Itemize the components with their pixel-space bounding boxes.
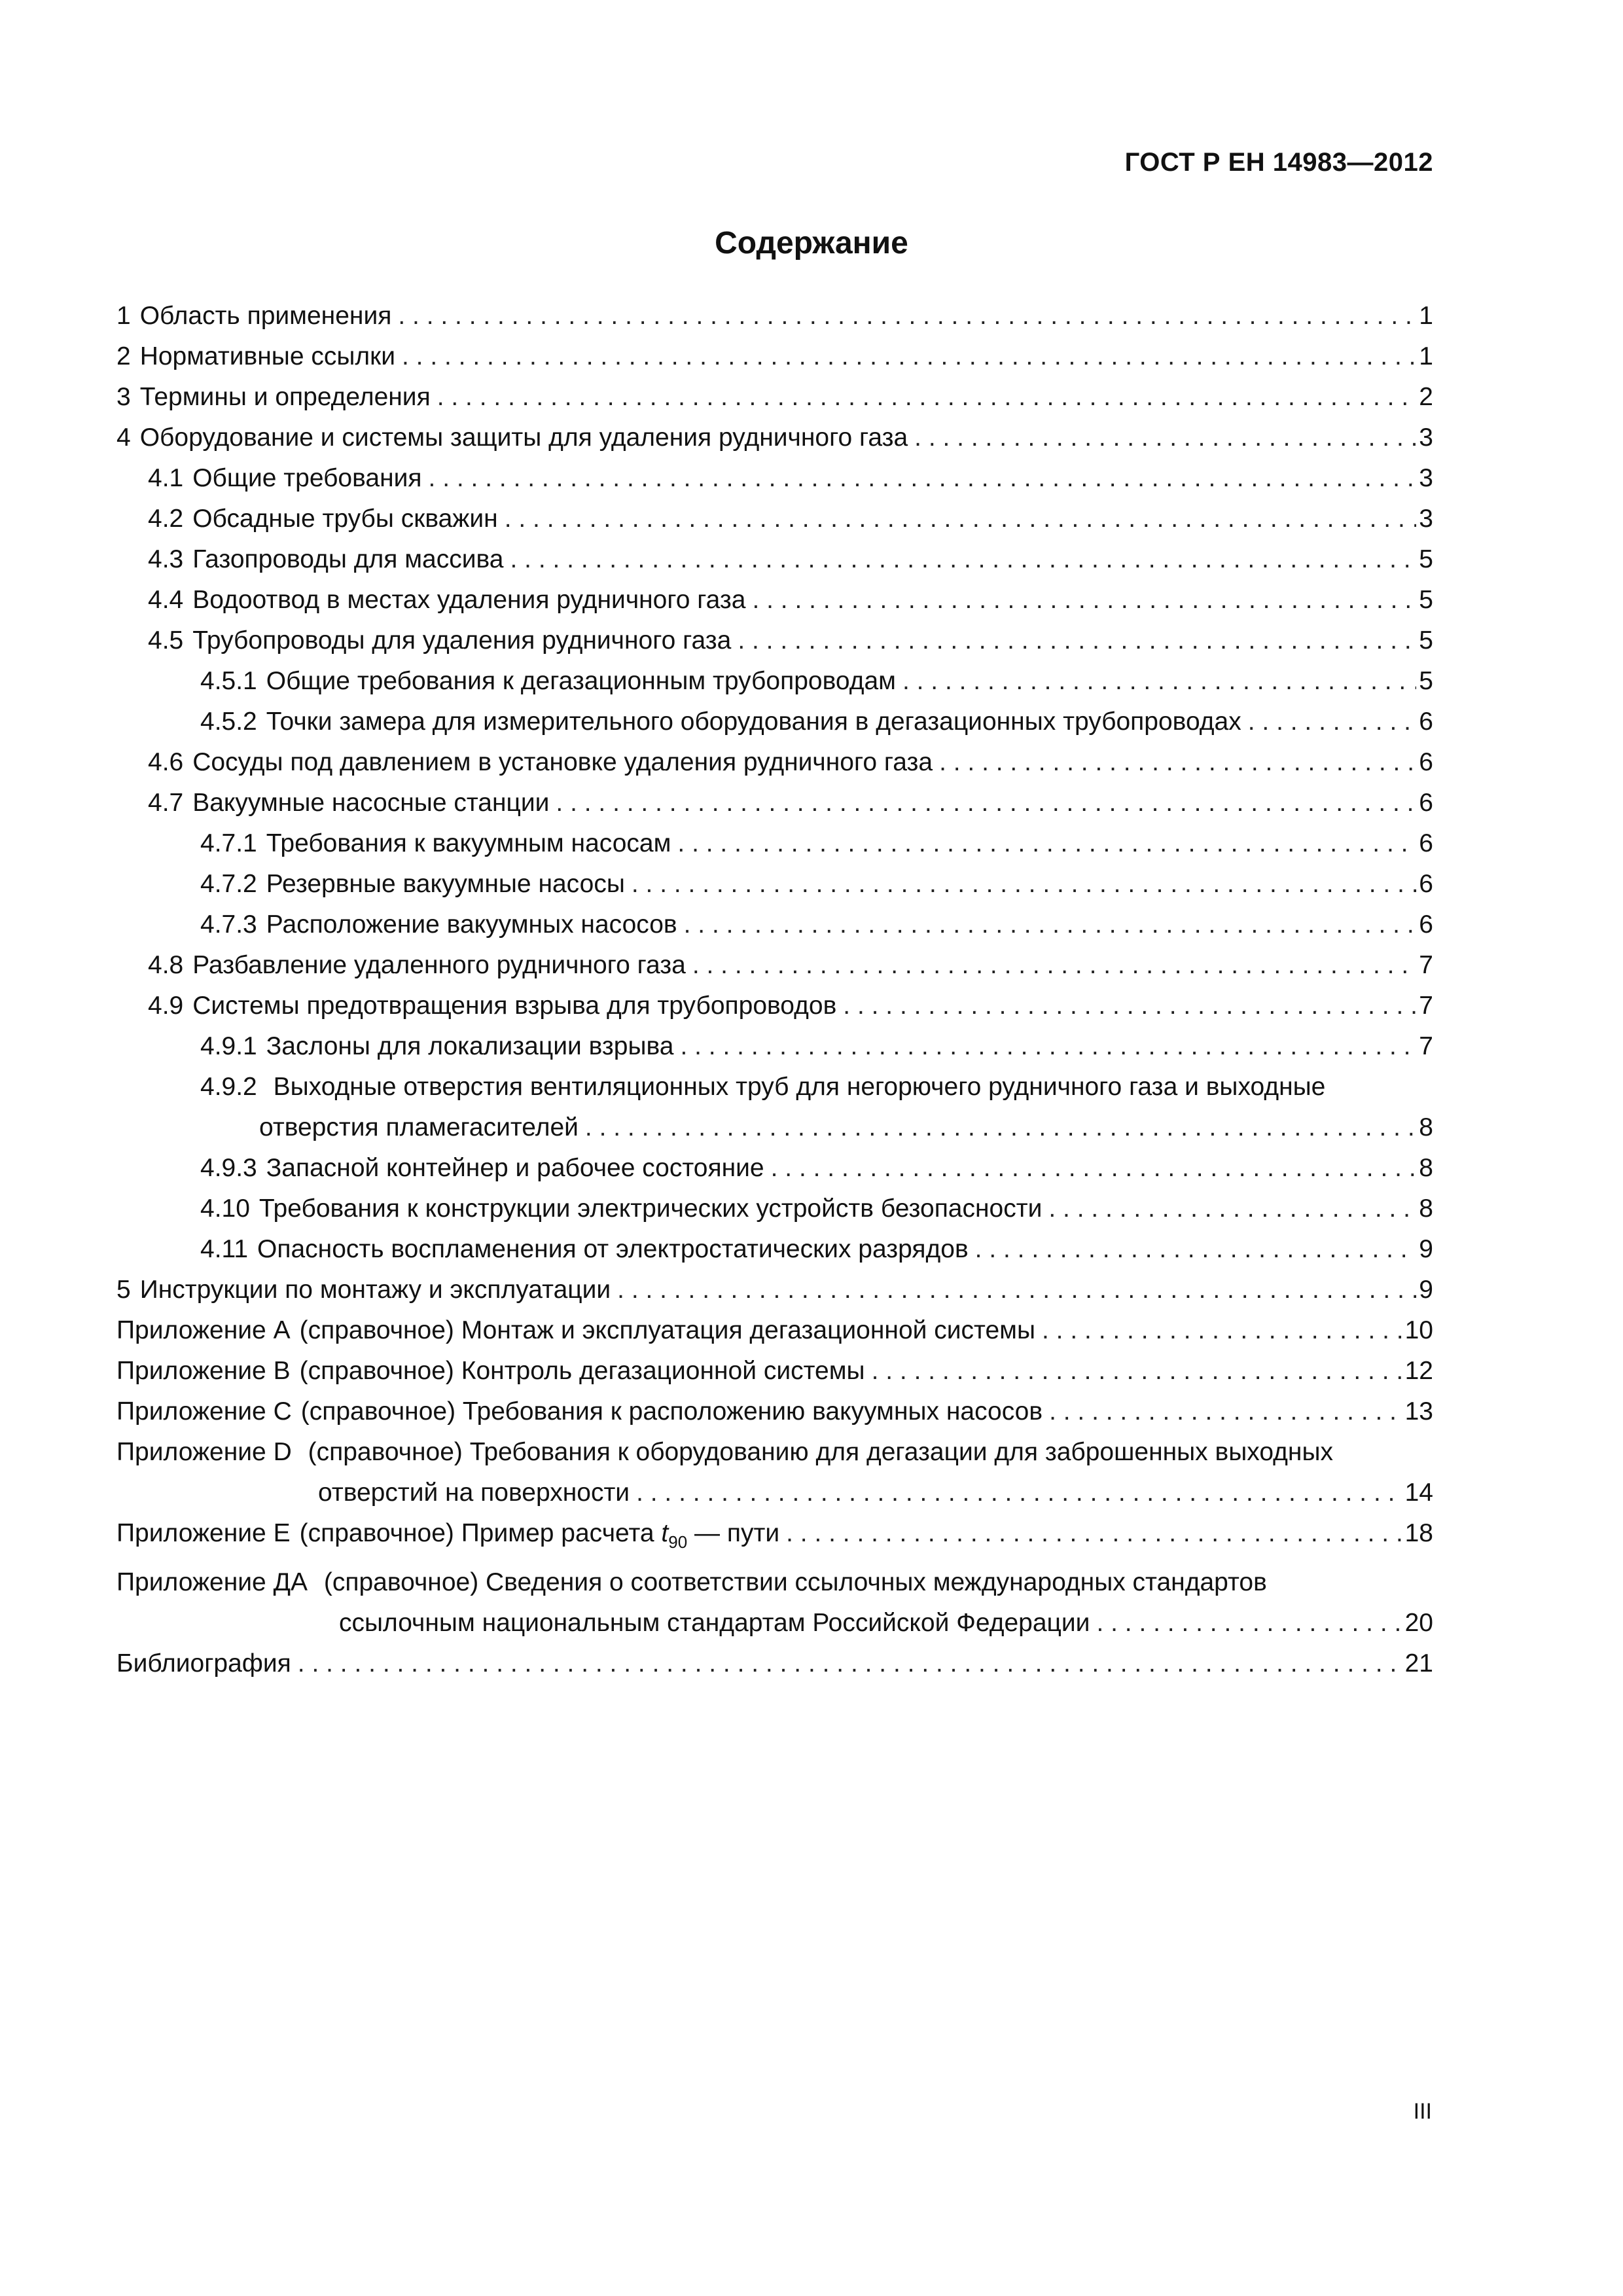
dot-leader bbox=[1248, 702, 1417, 742]
toc-entry-label: Точки замера для измерительного оборудования в дегазационных трубопроводах bbox=[266, 708, 1241, 736]
toc-entry-label: Общие требования bbox=[192, 464, 422, 492]
toc-appendix-number: Приложение В bbox=[116, 1357, 291, 1385]
toc-title: Содержание bbox=[715, 226, 908, 260]
dot-leader bbox=[752, 580, 1416, 620]
toc-entry-page: 12 bbox=[1404, 1357, 1433, 1385]
dot-leader bbox=[585, 1107, 1416, 1148]
toc-entry-page: 7 bbox=[1419, 951, 1433, 979]
dot-leader bbox=[975, 1229, 1417, 1270]
toc-entry-page: 8 bbox=[1419, 1113, 1433, 1141]
toc-entry-page: 6 bbox=[1419, 748, 1433, 776]
toc-entry-label: Выходные отверстия вентиляционных труб для негорючего рудничного газа и выходные bbox=[273, 1073, 1326, 1101]
toc-entry-page: 6 bbox=[1419, 708, 1433, 736]
toc-entry-page: 1 bbox=[1419, 302, 1433, 330]
toc-entry-label: Системы предотвращения взрыва для трубопроводов bbox=[192, 992, 837, 1020]
toc-entry-label: Общие требования к дегазационным трубопроводам bbox=[266, 667, 896, 695]
toc-entry-page: 1 bbox=[1419, 342, 1433, 370]
toc-entry[interactable] bbox=[116, 377, 1433, 418]
toc-entry-page: 6 bbox=[1419, 870, 1433, 898]
toc-entry-label: Вакуумные насосные станции bbox=[192, 789, 550, 817]
toc-entry[interactable] bbox=[116, 296, 1433, 336]
toc-entry-number: 4.9.1 bbox=[200, 1032, 257, 1060]
toc-entry-label: Оборудование и системы защиты для удаления рудничного газа bbox=[139, 423, 908, 452]
toc-entry-label: Требования к конструкции электрических устройств безопасности bbox=[259, 1194, 1043, 1223]
toc-entry-page: 5 bbox=[1419, 667, 1433, 695]
toc-entry-label: Требования к вакуумным насосам bbox=[266, 829, 671, 857]
toc-entry-label: Инструкции по монтажу и эксплуатации bbox=[139, 1276, 611, 1304]
toc-entry[interactable] bbox=[116, 986, 1433, 1026]
toc-entry-label: Трубопроводы для удаления рудничного газа bbox=[192, 626, 732, 655]
toc-entry-label: Разбавление удаленного рудничного газа bbox=[192, 951, 686, 979]
toc-entry-label-continuation: отверстий на поверхности bbox=[318, 1479, 630, 1507]
toc-entry-appendix[interactable] bbox=[116, 1562, 1433, 1643]
toc-entry-label: Нормативные ссылки bbox=[139, 342, 395, 370]
dot-leader bbox=[1096, 1603, 1402, 1643]
toc-entry-page: 10 bbox=[1404, 1316, 1433, 1344]
toc-entry[interactable] bbox=[116, 336, 1433, 377]
variable-t: t bbox=[661, 1519, 669, 1547]
toc-entry-appendix[interactable] bbox=[116, 1391, 1433, 1432]
toc-entry-number: 4.11 bbox=[200, 1235, 249, 1263]
toc-entry-label: Библиография bbox=[116, 1649, 291, 1677]
toc-entry-page: 18 bbox=[1404, 1519, 1433, 1547]
toc-entry-page: 6 bbox=[1419, 829, 1433, 857]
toc-entry-number: 4.3 bbox=[148, 545, 184, 573]
dot-leader bbox=[677, 823, 1416, 864]
toc-entry-number: 4.7.3 bbox=[200, 910, 257, 939]
toc-entry-page: 20 bbox=[1404, 1609, 1433, 1637]
dot-leader bbox=[692, 945, 1416, 986]
toc-entry[interactable] bbox=[116, 823, 1433, 864]
dot-leader bbox=[914, 418, 1416, 458]
toc-entry-label: (справочное) Сведения о соответствии ссылочных международных стандартов bbox=[323, 1568, 1267, 1596]
subscript-90: 90 bbox=[668, 1532, 688, 1552]
dot-leader bbox=[738, 620, 1416, 661]
toc-entry[interactable] bbox=[116, 539, 1433, 580]
toc-entry-appendix[interactable] bbox=[116, 1310, 1433, 1351]
toc-appendix-number: Приложение D bbox=[116, 1438, 292, 1466]
toc-entry-appendix[interactable] bbox=[116, 1351, 1433, 1391]
toc-entry-appendix[interactable] bbox=[116, 1513, 1433, 1562]
toc-entry-page: 6 bbox=[1419, 789, 1433, 817]
toc-entry-number: 4.2 bbox=[148, 505, 184, 533]
toc-entry-number: 4.5 bbox=[148, 626, 184, 655]
toc-entry[interactable] bbox=[116, 620, 1433, 661]
toc-entry-page: 9 bbox=[1419, 1235, 1433, 1263]
toc-entry-label: (справочное) Требования к расположению вакуумных насосов bbox=[300, 1397, 1043, 1426]
toc-entry-number: 4.9.2 bbox=[200, 1073, 257, 1101]
toc-entry-label: Расположение вакуумных насосов bbox=[266, 910, 677, 939]
toc-entry-page: 14 bbox=[1404, 1479, 1433, 1507]
toc-entry-label: Водоотвод в местах удаления рудничного газа bbox=[192, 586, 746, 614]
toc-entry[interactable] bbox=[116, 458, 1433, 499]
label-text: (справочное) Пример расчета bbox=[299, 1519, 662, 1547]
toc-entry-number: 4.9 bbox=[148, 992, 184, 1020]
toc-entry-number: 4.5.1 bbox=[200, 667, 257, 695]
dot-leader bbox=[636, 1473, 1402, 1513]
page-number: III bbox=[1413, 2099, 1432, 2124]
toc-entry[interactable] bbox=[116, 905, 1433, 945]
toc-entry-label: Область применения bbox=[139, 302, 392, 330]
toc-entry-page: 13 bbox=[1404, 1397, 1433, 1426]
toc-entry[interactable] bbox=[116, 661, 1433, 702]
dot-leader bbox=[398, 296, 1416, 336]
toc-entry-label bbox=[300, 1513, 780, 1562]
label-text: — пути bbox=[687, 1519, 780, 1547]
toc-appendix-number: Приложение ДА bbox=[116, 1568, 308, 1596]
toc-entry-bibliography[interactable] bbox=[116, 1643, 1433, 1684]
dot-leader bbox=[771, 1148, 1417, 1189]
toc-entry-label: Термины и определения bbox=[139, 383, 431, 411]
toc-entry[interactable] bbox=[116, 945, 1433, 986]
toc-entry-label: Сосуды под давлением в установке удаления рудничного газа bbox=[192, 748, 933, 776]
toc-entry-label: (справочное) Требования к оборудованию для дегазации для заброшенных выходных bbox=[308, 1438, 1333, 1466]
toc-entry-label: Опасность воспламенения от электростатических разрядов bbox=[257, 1235, 969, 1263]
toc-entry[interactable] bbox=[116, 742, 1433, 783]
toc-entry-page: 8 bbox=[1419, 1154, 1433, 1182]
dot-leader bbox=[1049, 1391, 1402, 1432]
toc-appendix-number: Приложение Е bbox=[116, 1519, 291, 1547]
dot-leader bbox=[872, 1351, 1402, 1391]
dot-leader bbox=[505, 499, 1417, 539]
dot-leader bbox=[902, 661, 1416, 702]
dot-leader bbox=[402, 336, 1416, 377]
document-code: ГОСТ Р ЕН 14983—2012 bbox=[1124, 148, 1433, 177]
toc-entry-number: 4.7.2 bbox=[200, 870, 257, 898]
toc-entry-number: 3 bbox=[116, 383, 131, 411]
toc-entry[interactable] bbox=[116, 1189, 1433, 1229]
toc-entry[interactable] bbox=[116, 580, 1433, 620]
dot-leader bbox=[437, 377, 1417, 418]
toc-entry[interactable] bbox=[116, 1026, 1433, 1067]
dot-leader bbox=[684, 905, 1417, 945]
toc-entry[interactable] bbox=[116, 1229, 1433, 1270]
toc-entry-page: 7 bbox=[1419, 1032, 1433, 1060]
toc-entry-number: 4.1 bbox=[148, 464, 184, 492]
toc-entry-label: Заслоны для локализации взрыва bbox=[266, 1032, 674, 1060]
toc-entry-label: Обсадные трубы скважин bbox=[192, 505, 498, 533]
dot-leader bbox=[1042, 1310, 1402, 1351]
toc-entry[interactable] bbox=[116, 1148, 1433, 1189]
toc-entry-number: 4.7 bbox=[148, 789, 184, 817]
dot-leader bbox=[1048, 1189, 1416, 1229]
toc-appendix-number: Приложение А bbox=[116, 1316, 291, 1344]
toc-entry-number: 4.4 bbox=[148, 586, 184, 614]
toc-entry-number: 2 bbox=[116, 342, 131, 370]
toc-entry-page: 3 bbox=[1419, 423, 1433, 452]
toc-entry-number: 4 bbox=[116, 423, 131, 452]
toc-entry-label: Резервные вакуумные насосы bbox=[266, 870, 625, 898]
toc-entry-label: Газопроводы для массива bbox=[192, 545, 504, 573]
toc-entry-page: 2 bbox=[1419, 383, 1433, 411]
toc-entry-number: 4.8 bbox=[148, 951, 184, 979]
toc-entry-page: 5 bbox=[1419, 586, 1433, 614]
toc-entry-number: 5 bbox=[116, 1276, 131, 1304]
toc-entry-label-continuation: ссылочным национальным стандартам Российской Федерации bbox=[339, 1609, 1090, 1637]
dot-leader bbox=[786, 1513, 1402, 1554]
dot-leader bbox=[632, 864, 1416, 905]
dot-leader bbox=[680, 1026, 1416, 1067]
toc-entry-appendix[interactable] bbox=[116, 1432, 1433, 1513]
toc-entry[interactable] bbox=[116, 702, 1433, 742]
toc-entry[interactable] bbox=[116, 1067, 1433, 1148]
toc-entry[interactable] bbox=[116, 864, 1433, 905]
toc-entry-number: 4.7.1 bbox=[200, 829, 257, 857]
toc-entry-label: (справочное) Контроль дегазационной системы bbox=[299, 1357, 865, 1385]
toc-entry-page: 6 bbox=[1419, 910, 1433, 939]
dot-leader bbox=[298, 1643, 1402, 1684]
toc-appendix-number: Приложение С bbox=[116, 1397, 292, 1426]
toc-entry-label: Запасной контейнер и рабочее состояние bbox=[266, 1154, 764, 1182]
toc-entry-label-continuation: отверстия пламегасителей bbox=[259, 1113, 579, 1141]
toc-entry-page: 5 bbox=[1419, 626, 1433, 655]
toc-entry[interactable] bbox=[116, 418, 1433, 458]
toc-entry-page: 3 bbox=[1419, 464, 1433, 492]
toc-entry[interactable] bbox=[116, 1270, 1433, 1310]
toc-entry[interactable] bbox=[116, 499, 1433, 539]
toc-entry-page: 7 bbox=[1419, 992, 1433, 1020]
toc-entry-page: 8 bbox=[1419, 1194, 1433, 1223]
dot-leader bbox=[939, 742, 1416, 783]
toc-entry-number: 4.10 bbox=[200, 1194, 250, 1223]
toc-entry-number: 4.6 bbox=[148, 748, 184, 776]
toc-entry[interactable] bbox=[116, 783, 1433, 823]
dot-leader bbox=[617, 1270, 1416, 1310]
dot-leader bbox=[429, 458, 1417, 499]
table-of-contents bbox=[116, 296, 1433, 1684]
toc-entry-page: 21 bbox=[1404, 1649, 1433, 1677]
toc-entry-page: 5 bbox=[1419, 545, 1433, 573]
toc-entry-page: 3 bbox=[1419, 505, 1433, 533]
dot-leader bbox=[843, 986, 1416, 1026]
dot-leader bbox=[556, 783, 1416, 823]
toc-entry-number: 4.9.3 bbox=[200, 1154, 257, 1182]
toc-entry-page: 9 bbox=[1419, 1276, 1433, 1304]
toc-entry-label: (справочное) Монтаж и эксплуатация дегазационной системы bbox=[299, 1316, 1036, 1344]
toc-entry-number: 4.5.2 bbox=[200, 708, 257, 736]
dot-leader bbox=[510, 539, 1417, 580]
toc-entry-number: 1 bbox=[116, 302, 131, 330]
